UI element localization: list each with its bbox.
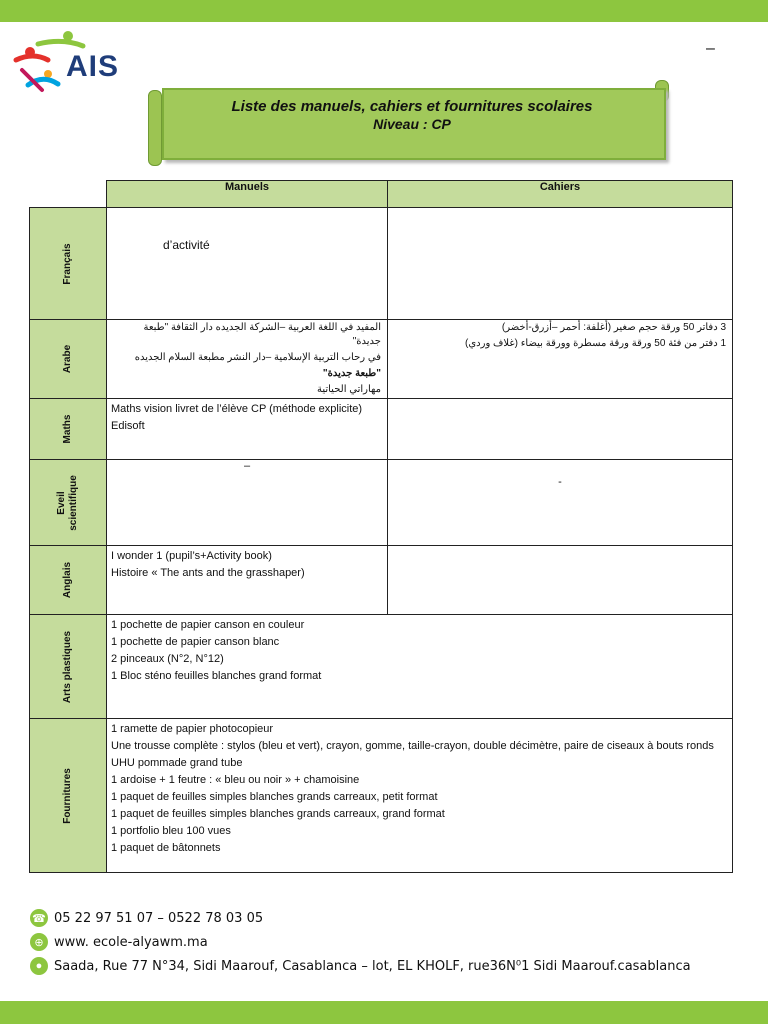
maths-cahiers (388, 399, 733, 460)
logo-text: AIS (66, 50, 120, 83)
row-label-eveil: Eveil scientifique (30, 460, 107, 546)
footer-web-link[interactable]: www. ecole-alyawm.ma (54, 934, 208, 950)
supplies-table (29, 180, 733, 873)
maths-manuels (107, 399, 388, 460)
arts-line: 2 pinceaux (N°2, N°12) (111, 653, 224, 665)
arabe-cahiers (388, 320, 733, 399)
arabe-manuels-line: المفيد في اللغة العربية –الشركة الجديده دار الثقافة "طبعة جديدة" (143, 322, 381, 347)
row-label-francais: Français (30, 208, 107, 320)
row-anglais (30, 546, 733, 615)
arts-content (107, 615, 733, 719)
fournitures-line: 1 ramette de papier photocopieur (111, 723, 274, 735)
anglais-cahiers (388, 546, 733, 615)
globe-icon: ⊕ (30, 933, 48, 951)
footer-phone-text: 05 22 97 51 07 – 0522 78 03 05 (54, 910, 264, 926)
row-label-arabe: Arabe (30, 320, 107, 399)
arabe-cahiers-line: 3 دفاتر 50 ورقة حجم صغير (أغلفة: أحمر –أزرق-أخضر) (501, 322, 726, 333)
maths-manuels-line: Maths vision livret de l’élève CP (méthode explicite) (111, 403, 363, 415)
row-arabe (30, 320, 733, 399)
fournitures-line: 1 ardoise + 1 feutre : « bleu ou noir » + chamoisine (111, 774, 360, 786)
phone-icon: ☎ (30, 909, 48, 927)
row-eveil (30, 460, 733, 546)
francais-manuels: d’activité (107, 208, 388, 320)
fournitures-line: Une trousse complète : stylos (bleu et vert), crayon, gomme, taille-crayon, double décimètre, paire de ciseaux à bouts ronds (111, 740, 714, 752)
row-arts (30, 615, 733, 719)
arabe-manuels-line: مهاراتي الحياتية (316, 384, 381, 395)
footer-phone (30, 908, 263, 928)
fournitures-content (107, 719, 733, 873)
page-subtitle: Niveau : CP (373, 116, 451, 132)
footer-address (30, 956, 691, 976)
arts-line: 1 Bloc sténo feuilles blanches grand format (111, 670, 322, 682)
anglais-manuels-line: Histoire « The ants and the grasshaper) (111, 567, 305, 579)
top-accent-bar (0, 0, 768, 22)
fournitures-line: UHU pommade grand tube (111, 757, 243, 769)
header-manuels: Manuels (107, 181, 388, 208)
fournitures-line: 1 paquet de feuilles simples blanches grands carreaux, petit format (111, 791, 438, 803)
bottom-accent-bar (0, 1001, 768, 1024)
fournitures-line: 1 paquet de feuilles simples blanches grands carreaux, grand format (111, 808, 445, 820)
row-label-arts: Arts plastiques (30, 615, 107, 719)
header-cahiers: Cahiers (388, 181, 733, 208)
fournitures-line: 1 paquet de bâtonnets (111, 842, 221, 854)
footer-address-text: Saada, Rue 77 N°34, Sidi Maarouf, Casablanca – lot, EL KHOLF, rue36N⁰1 Sidi Maarouf.casablanca (54, 958, 691, 974)
fournitures-line: 1 portfolio bleu 100 vues (111, 825, 231, 837)
empty-corner (30, 181, 107, 208)
arabe-manuels-line: "طبعة جديدة" (322, 368, 381, 379)
arabe-cahiers-line: 1 دفتر من فئة 50 ورقة ورقة مسطرة وورقة بيضاء (غلاف وردي) (465, 338, 726, 349)
arabe-manuels (107, 320, 388, 399)
top-dash: – (706, 40, 715, 57)
arts-line: 1 pochette de papier canson blanc (111, 636, 280, 648)
anglais-manuels (107, 546, 388, 615)
eveil-cahiers: - (388, 460, 733, 546)
banner-scroll-left (148, 90, 162, 166)
page-title: Liste des manuels, cahiers et fournitures scolaires (231, 98, 593, 115)
francais-cahiers (388, 208, 733, 320)
footer-web (30, 932, 208, 952)
row-maths (30, 399, 733, 460)
arabe-manuels-line: في رحاب التربية الإسلامية –دار النشر مطبعة السلام الجديده (134, 352, 381, 363)
row-label-maths: Maths (30, 399, 107, 460)
row-francais (30, 208, 733, 320)
anglais-manuels-line: I wonder 1 (pupil’s+Activity book) (111, 550, 272, 562)
row-fournitures (30, 719, 733, 873)
location-pin-icon: ● (30, 957, 48, 975)
table-header-row (30, 181, 733, 208)
row-label-anglais: Anglais (30, 546, 107, 615)
arts-line: 1 pochette de papier canson en couleur (111, 619, 305, 631)
row-label-fournitures: Fournitures (30, 719, 107, 873)
maths-manuels-line: Edisoft (111, 420, 145, 432)
eveil-manuels: – (107, 460, 388, 546)
